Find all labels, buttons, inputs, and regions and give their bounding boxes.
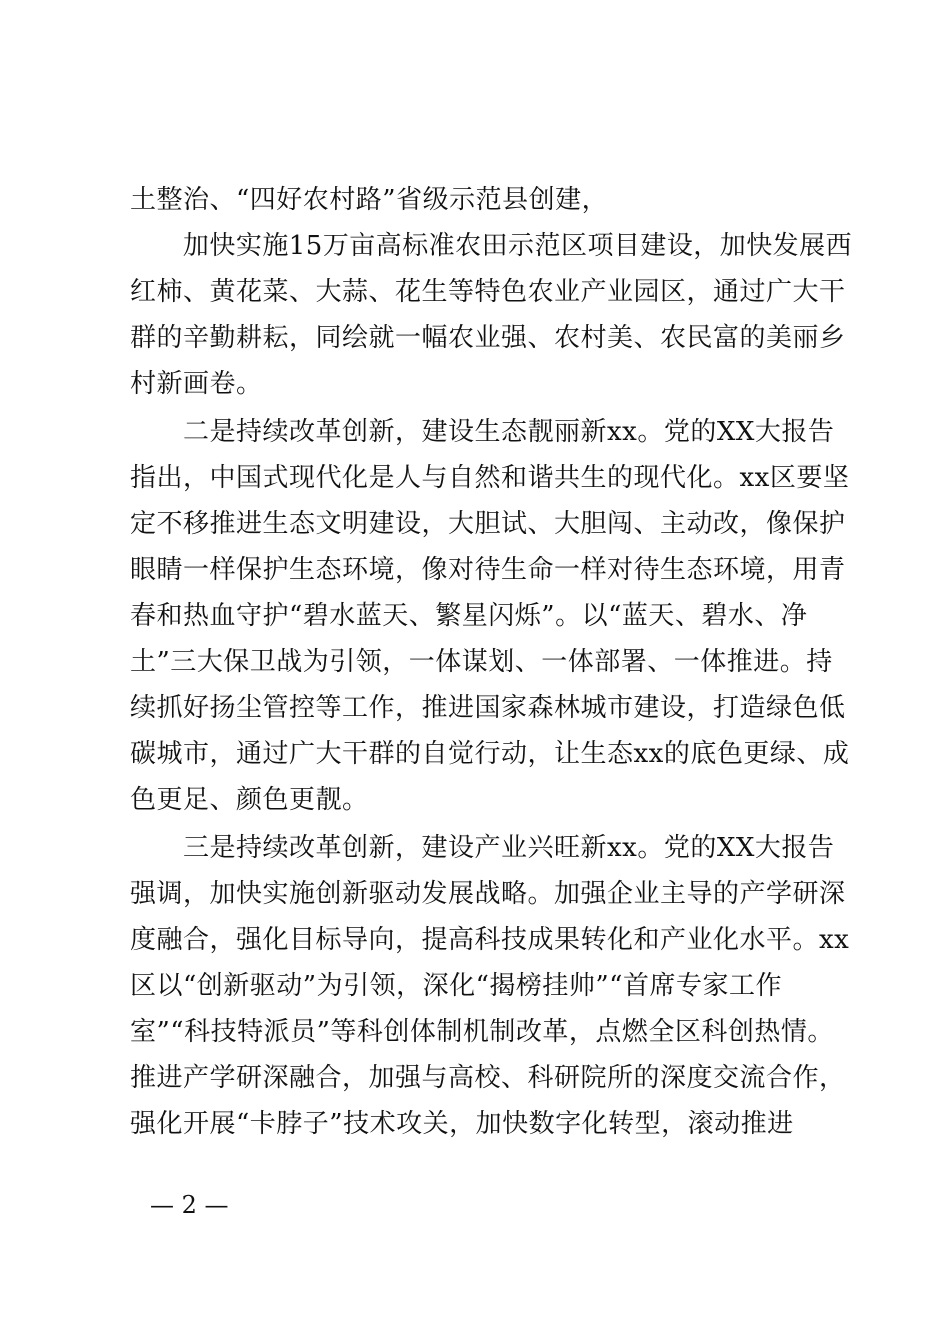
text-line: 村新画卷。 bbox=[130, 369, 263, 399]
text-line: 强化开展“卡脖子”技术攻关，加快数字化转型，滚动推进 bbox=[130, 1109, 794, 1139]
text-line: 指出，中国式现代化是人与自然和谐共生的现代化。xx区要坚 bbox=[130, 463, 850, 493]
text-line: 三是持续改革创新，建设产业兴旺新xx。党的XX大报告 bbox=[130, 833, 835, 863]
text-line: 推进产学研深融合，加强与高校、科研院所的深度交流合作， bbox=[130, 1063, 846, 1093]
text-line: 区以“创新驱动”为引领，深化“揭榜挂帅”“首席专家工作 bbox=[130, 971, 782, 1001]
text-line: 土”三大保卫战为引领，一体谋划、一体部署、一体推进。持 bbox=[130, 647, 833, 677]
text-line: 二是持续改革创新，建设生态靓丽新xx。党的XX大报告 bbox=[130, 417, 835, 447]
text-line: 室”“科技特派员”等科创体制机制改革，点燃全区科创热情。 bbox=[130, 1017, 834, 1047]
page-number: — 2 — bbox=[150, 1191, 229, 1219]
text-line: 定不移推进生态文明建设，大胆试、大胆闯、主动改，像保护 bbox=[130, 509, 846, 539]
text-line: 群的辛勤耕耘，同绘就一幅农业强、农村美、农民富的美丽乡 bbox=[130, 323, 846, 353]
text-line: 续抓好扬尘管控等工作，推进国家森林城市建设，打造绿色低 bbox=[130, 693, 846, 723]
text-line: 碳城市，通过广大干群的自觉行动，让生态xx的底色更绿、成 bbox=[130, 739, 850, 769]
text-line: 强调，加快实施创新驱动发展战略。加强企业主导的产学研深 bbox=[130, 879, 846, 909]
text-line: 红柿、黄花菜、大蒜、花生等特色农业产业园区，通过广大干 bbox=[130, 277, 846, 307]
text-line: 土整治、“四好农村路”省级示范县创建， bbox=[130, 185, 609, 215]
text-line: 春和热血守护“碧水蓝天、繁星闪烁”。以“蓝天、碧水、净 bbox=[130, 601, 808, 631]
text-line: 加快实施15万亩高标准农田示范区项目建设，加快发展西 bbox=[130, 231, 853, 261]
text-line: 眼睛一样保护生态环境，像对待生命一样对待生态环境，用青 bbox=[130, 555, 846, 585]
text-line: 度融合，强化目标导向，提高科技成果转化和产业化水平。xx bbox=[130, 925, 850, 955]
text-line: 色更足、颜色更靓。 bbox=[130, 785, 369, 815]
